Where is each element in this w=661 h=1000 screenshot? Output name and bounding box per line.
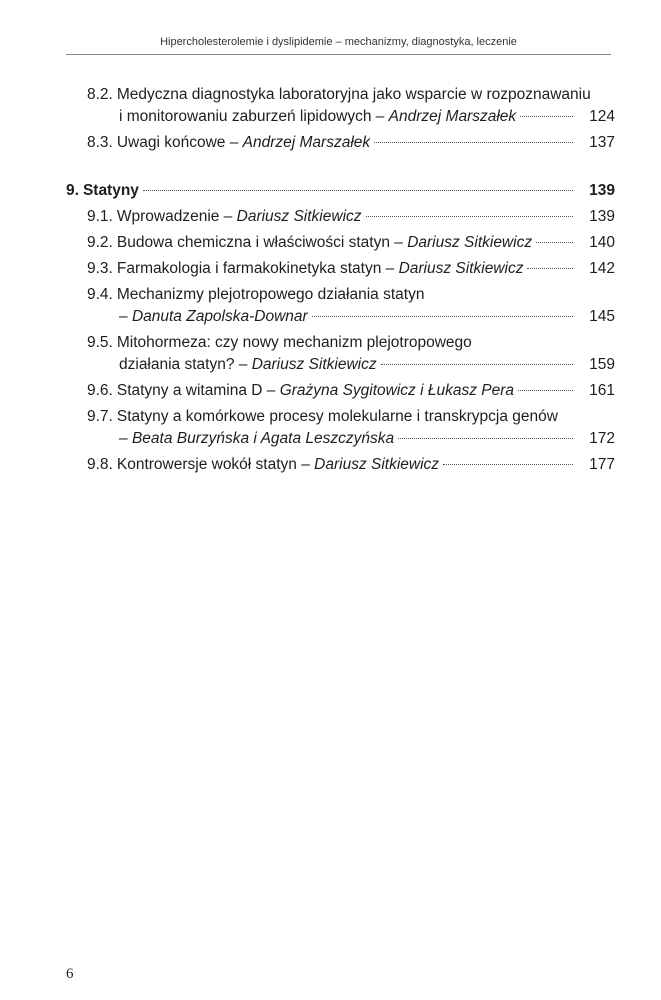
entry-title: Wprowadzenie – <box>116 208 237 225</box>
entry-page-number: 124 <box>589 108 615 125</box>
entry-author: Dariusz Sitkiewicz <box>314 456 440 473</box>
toc-entry-9-8 <box>66 454 615 476</box>
entry-page-number: 140 <box>589 234 615 251</box>
entry-number: 9.1. <box>87 208 113 225</box>
entry-number: 9.3. <box>87 260 113 277</box>
entry-number: 9.8. <box>87 456 113 473</box>
entry-author: Dariusz Sitkiewicz <box>236 208 362 225</box>
entry-author: Dariusz Sitkiewicz <box>398 260 524 277</box>
entry-number: 8.2. <box>87 86 113 103</box>
entry-author: Dariusz Sitkiewicz <box>407 234 533 251</box>
entry-page-number: 137 <box>589 134 615 151</box>
dot-leader <box>312 316 573 317</box>
toc-entry-8-3 <box>66 132 615 154</box>
entry-title: Medyczna diagnostyka laboratoryjna jako wsparcie w rozpoznawaniu <box>116 86 591 103</box>
dot-leader <box>374 142 573 143</box>
entry-title: Budowa chemiczna i właściwości statyn – <box>116 234 408 251</box>
page-number: 6 <box>66 966 74 982</box>
entry-title-continued: – <box>119 308 132 325</box>
entry-number: 9.7. <box>87 408 113 425</box>
entry-title: Statyny a witamina D – <box>116 382 280 399</box>
dot-leader <box>536 242 573 243</box>
chapter-number: 9. <box>66 182 79 199</box>
entry-title: Kontrowersje wokół statyn – <box>116 456 315 473</box>
entry-page-number: 172 <box>589 430 615 447</box>
header-rule <box>66 54 611 55</box>
entry-author: Dariusz Sitkiewicz <box>251 356 377 373</box>
entry-number: 9.5. <box>87 334 113 351</box>
dot-leader <box>398 438 573 439</box>
toc-entry-9-6 <box>66 380 615 402</box>
dot-leader <box>381 364 573 365</box>
dot-leader <box>527 268 573 269</box>
toc-entry-8-2 <box>66 84 615 128</box>
entry-page-number: 159 <box>589 356 615 373</box>
chapter-page-number: 139 <box>589 182 615 199</box>
dot-leader <box>520 116 573 117</box>
running-header: Hipercholesterolemie i dyslipidemie – mechanizmy, diagnostyka, leczenie <box>160 36 517 48</box>
toc-entry-9-7 <box>66 406 615 450</box>
entry-number: 9.6. <box>87 382 113 399</box>
entry-page-number: 177 <box>589 456 615 473</box>
entry-author: Andrzej Marszałek <box>388 108 517 125</box>
entry-page-number: 139 <box>589 208 615 225</box>
dot-leader <box>366 216 573 217</box>
dot-leader <box>443 464 573 465</box>
toc-chapter-9 <box>66 180 615 202</box>
entry-title-continued: i monitorowaniu zaburzeń lipidowych – <box>119 108 389 125</box>
dot-leader <box>143 190 573 191</box>
entry-title: Mechanizmy plejotropowego działania statyn <box>116 286 425 303</box>
chapter-title: Statyny <box>82 182 139 199</box>
entry-title: Mitohormeza: czy nowy mechanizm plejotropowego <box>116 334 472 351</box>
entry-number: 8.3. <box>87 134 113 151</box>
entry-author: Andrzej Marszałek <box>242 134 371 151</box>
toc-entry-9-4 <box>66 284 615 328</box>
toc-entry-9-1 <box>66 206 615 228</box>
entry-title: Farmakologia i farmakokinetyka statyn – <box>116 260 399 277</box>
toc-entry-9-2 <box>66 232 615 254</box>
entry-title-continued: działania statyn? – <box>119 356 252 373</box>
entry-page-number: 161 <box>589 382 615 399</box>
toc-entry-9-5 <box>66 332 615 376</box>
entry-title: Statyny a komórkowe procesy molekularne i transkrypcja genów <box>116 408 558 425</box>
entry-author: Danuta Zapolska-Downar <box>131 308 308 325</box>
toc-entry-9-3 <box>66 258 615 280</box>
entry-number: 9.2. <box>87 234 113 251</box>
entry-page-number: 145 <box>589 308 615 325</box>
entry-title: Uwagi końcowe – <box>116 134 243 151</box>
entry-author: Beata Burzyńska i Agata Leszczyńska <box>131 430 395 447</box>
entry-author: Grażyna Sygitowicz i Łukasz Pera <box>279 382 515 399</box>
table-of-contents <box>66 84 615 480</box>
entry-title-continued: – <box>119 430 132 447</box>
dot-leader <box>518 390 573 391</box>
entry-number: 9.4. <box>87 286 113 303</box>
entry-page-number: 142 <box>589 260 615 277</box>
